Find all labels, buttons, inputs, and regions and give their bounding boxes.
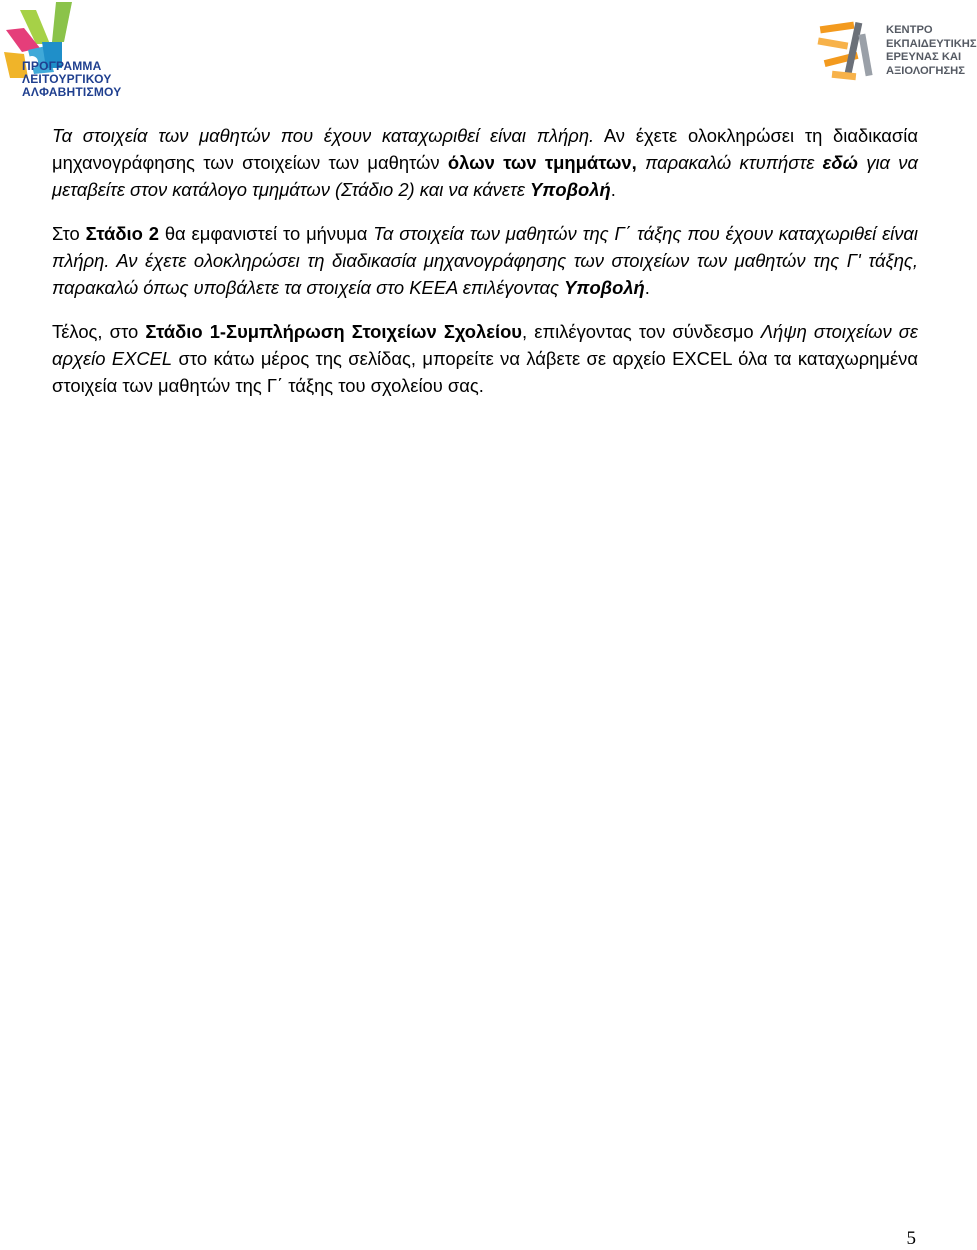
text-span: παρακαλώ κτυπήστε [636,152,823,173]
text-span: , επιλέγοντας τον σύνδεσμο [522,321,761,342]
paragraph-completion-notice [52,122,918,203]
text-span: για να μεταβείτε στον κατάλογο τμημάτων (Στάδιο 2) και να κάνετε [52,152,918,200]
here-link[interactable]: εδώ [822,152,858,173]
text-span: . [610,179,616,200]
text-span: θα εμφανιστεί το μήνυμα [158,223,374,244]
text-span: . [644,277,650,298]
keea-logo [816,14,977,94]
text-span: Τέλος, στο [52,321,146,342]
text-span: στο κάτω μέρος της σελίδας, μπορείτε να λάβετε σε αρχείο EXCEL όλα τα καταχωρημένα στοιχεία των μαθητών της Γ΄ τάξης του σχολείου σας. [52,348,919,396]
stage-2-message: Τα στοιχεία των μαθητών της Γ΄ τάξης που έχουν καταχωριθεί είναι πλήρη. Αν έχετε ολοκληρώσει τη διαδικασία μηχανογράφησης των στοιχείων των μαθητών της Γ' τάξης, παρακαλώ όπως υποβάλετε τα στοιχεία στο ΚΕΕΑ επιλέγοντας [52,223,919,298]
keea-logo-line-2: ΕΚΠΑΙΔΕΥΤΙΚΗΣ [886,37,977,50]
completion-message: Τα στοιχεία των μαθητών που έχουν καταχωριθεί είναι πλήρη. [52,125,595,146]
page-number: 5 [906,1228,916,1249]
logo-line-programma: ΠΡΟΓΡΑΜΜΑ [22,59,102,73]
submit-keyword: Υποβολή [564,277,645,298]
keea-logo-line-1: ΚΕΝΤΡΟ [886,24,933,36]
all-sections-emphasis: όλων των τμημάτων, [447,152,637,173]
programma-alfavitismou-logo [2,2,130,100]
text-span: Στο [52,223,86,244]
excel-download-link-name: Λήψη στοιχείων σε αρχείο EXCEL [52,321,918,369]
paragraph-stage-2 [52,220,918,301]
paragraph-excel-download [52,318,918,399]
document-body [52,122,918,416]
keea-logo-text [886,24,977,78]
keea-logo-line-3: ΕΡΕΥΝΑΣ ΚΑΙ [886,51,962,64]
logo-line-alfavitismou: ΑΛΦΑΒΗΤΙΣΜΟΥ [22,85,122,99]
text-span: Αν έχετε ολοκληρώσει τη διαδικασία μηχανογράφησης των στοιχείων των μαθητών [52,125,918,173]
submit-keyword: Υποβολή [530,179,611,200]
keea-logo-graphic [816,14,886,94]
stage-2-reference: Στάδιο 2 [85,223,159,244]
stage-1-reference: Στάδιο 1-Συμπλήρωση Στοιχείων Σχολείου [145,321,523,342]
keea-logo-line-4: ΑΞΙΟΛΟΓΗΣΗΣ [886,64,965,77]
logo-line-leitourgikou: ΛΕΙΤΟΥΡΓΙΚΟΥ [22,72,112,86]
